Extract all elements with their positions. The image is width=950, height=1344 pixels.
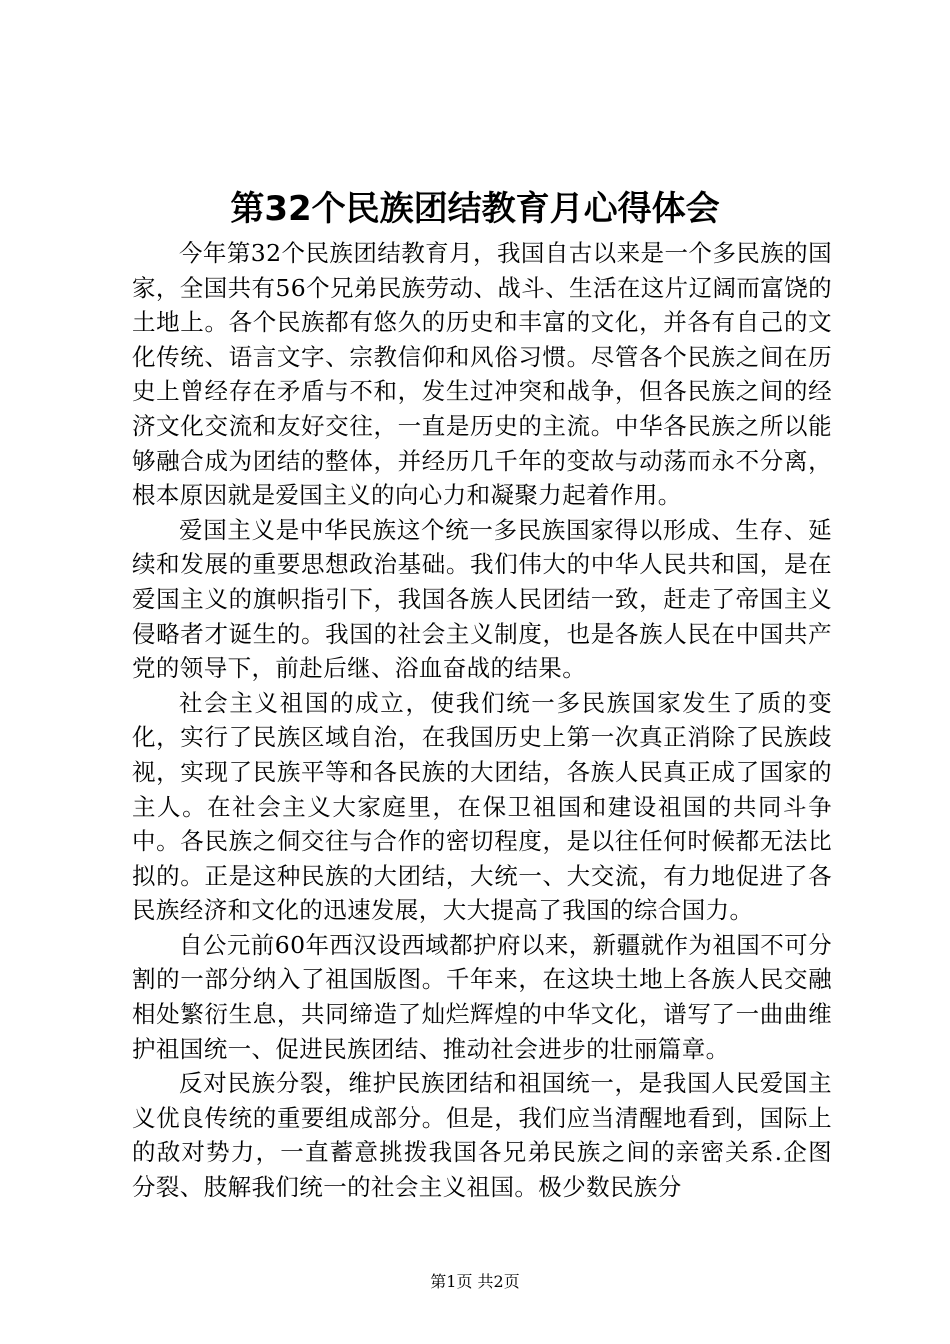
document-body — [132, 236, 832, 1205]
paragraph-5: 反对民族分裂，维护民族团结和祖国统一，是我国人民爱国主义优良传统的重要组成部分。但是，我们应当清醒地看到，国际上的敌对势力，一直蓄意挑拨我国各兄弟民族之间的亲密关系.企图分裂、肢解我们统一的社会主义祖国。极少数民族分 — [132, 1069, 832, 1202]
page-number-footer: 第1页 共2页 — [430, 1272, 520, 1291]
paragraph-2: 爱国主义是中华民族这个统一多民族国家得以形成、生存、延续和发展的重要思想政治基础。我们伟大的中华人民共和国，是在爱国主义的旗帜指引下，我国各族人民团结一致，赶走了帝国主义侵略者才诞生的。我国的社会主义制度，也是各族人民在中国共产党的领导下，前赴后继、浴血奋战的结果。 — [132, 515, 832, 683]
document-title: 第32个民族团结教育月心得体会 — [230, 189, 720, 229]
paragraph-3: 社会主义祖国的成立，使我们统一多民族国家发生了质的变化，实行了民族区域自治，在我国历史上第一次真正消除了民族歧视，实现了民族平等和各民族的大团结，各族人民真正成了国家的主人。在社会主义大家庭里，在保卫祖国和建设祖国的共同斗争中。各民族之侗交往与合作的密切程度，是以往任何时候都无法比拟的。正是这种民族的大团结，大统一、大交流，有力地促进了各民族经济和文化的迅速发展，大大提高了我国的综合国力。 — [132, 688, 832, 925]
paragraph-1: 今年第32个民族团结教育月，我国自古以来是一个多民族的国家，全国共有56个兄弟民族劳动、战斗、生活在这片辽阔而富饶的土地上。各个民族都有悠久的历史和丰富的文化，并各有自己的文化传统、语言文字、宗教信仰和风俗习惯。尽管各个民族之间在历史上曾经存在矛盾与不和，发生过冲突和战争，但各民族之间的经济文化交流和友好交往，一直是历史的主流。中华各民族之所以能够融合成为团结的整体，并经历几千年的变故与动荡而永不分离，根本原因就是爱国主义的向心力和凝聚力起着作用。 — [132, 239, 832, 510]
paragraph-4: 自公元前60年西汉设西域都护府以来，新疆就作为祖国不可分割的一部分纳入了祖国版图。千年来，在这块土地上各族人民交融相处繁衍生息，共同缔造了灿烂辉煌的中华文化，谱写了一曲曲维护祖国统一、促进民族团结、推动社会进步的壮丽篇章。 — [132, 930, 832, 1063]
